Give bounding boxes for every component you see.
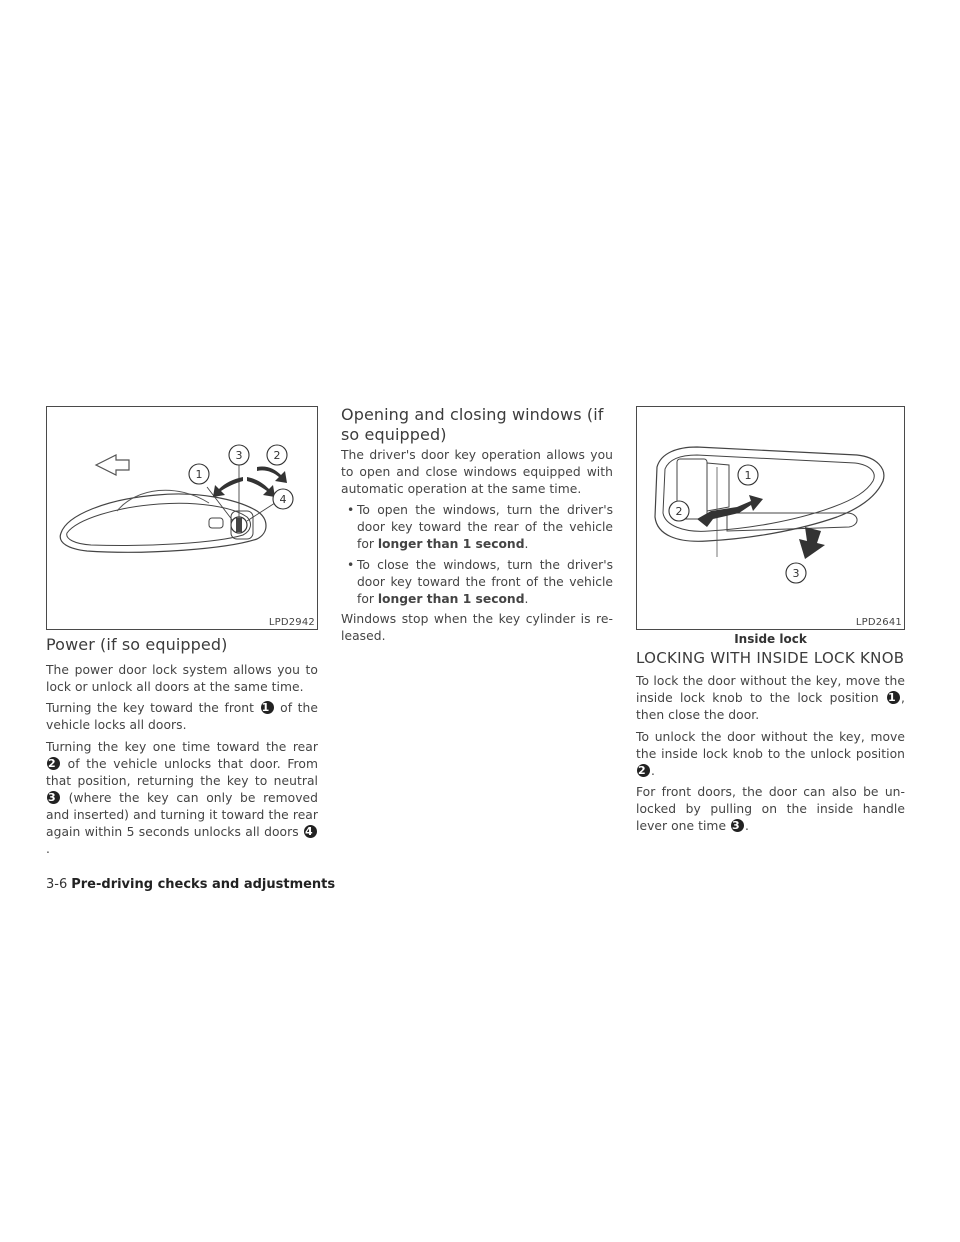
- text: Turning the key one time toward the rear: [46, 740, 318, 754]
- svg-text:1: 1: [195, 468, 203, 481]
- callout-number: 1: [261, 701, 274, 714]
- paragraph-front-doors: [636, 784, 905, 835]
- bullet-dot: •: [347, 558, 355, 572]
- callout-1: [738, 465, 758, 485]
- svg-text:4: 4: [279, 493, 287, 506]
- paragraph-unlock-knob: [636, 729, 905, 780]
- callout-2: [669, 501, 689, 521]
- callout-3: [786, 563, 806, 583]
- section-heading-power: Power (if so equipped): [46, 635, 228, 654]
- callout-number: 4: [304, 825, 317, 838]
- heading-line: Opening and closing windows (if: [341, 405, 604, 424]
- figure-code: LPD2641: [855, 617, 902, 628]
- section-heading-windows: [341, 405, 616, 445]
- front-arrow-icon: [96, 455, 129, 475]
- bullet-open-windows: [347, 502, 613, 553]
- callout-2: [267, 445, 287, 465]
- callout-number: 1: [887, 691, 900, 704]
- pull-lever-arrow-icon: [799, 527, 825, 559]
- callout-number: 2: [637, 764, 650, 777]
- text: .: [651, 764, 655, 778]
- text: .: [524, 592, 529, 606]
- text: To close the windows, turn the driver's door key toward the front of the vehicle for: [357, 558, 613, 606]
- text: , then close the door.: [636, 691, 905, 722]
- svg-text:3: 3: [235, 449, 243, 462]
- svg-text:1: 1: [744, 469, 752, 482]
- callout-4: [273, 489, 293, 509]
- page-number: 3-6: [46, 877, 68, 892]
- svg-text:2: 2: [273, 449, 281, 462]
- figure-inside-lock: [636, 406, 905, 630]
- text: To unlock the door without the key, move the inside lock knob to the unlock position: [636, 730, 905, 761]
- callout-1: [189, 464, 209, 484]
- bullet-dot: •: [347, 503, 355, 517]
- paragraph-power-lock: [46, 700, 318, 734]
- paragraph-power-intro: The power door lock system allows you to lock or unlock all doors at the same time.: [46, 663, 318, 694]
- text: To lock the door without the key, move the inside lock knob to the lock position: [636, 674, 905, 705]
- emphasis: longer than 1 second: [377, 537, 525, 551]
- paragraph-windows-intro: The driver's door key operation allows you to open and close windows equipped with automatic operation at the same time.: [341, 448, 613, 496]
- rotate-arrow-rear-icon: [247, 477, 275, 497]
- bullet-close-windows: [347, 557, 613, 608]
- text: .: [46, 842, 50, 856]
- rotate-arrow-rear-double-icon: [257, 466, 287, 483]
- paragraph-lock-knob: [636, 673, 905, 724]
- text: of the vehicle unlocks that door. From that position, returning the key to neutral: [46, 757, 318, 788]
- emphasis: longer than 1 second: [377, 592, 525, 606]
- rotate-arrow-front-icon: [213, 477, 243, 497]
- inside-lock-illustration: [637, 407, 904, 629]
- callout-3: [229, 445, 249, 465]
- section-heading-inside-lock: LOCKING WITH INSIDE LOCK KNOB: [636, 649, 905, 667]
- text: For front doors, the door can also be un-locked by pulling on the inside handle lever one time: [636, 785, 905, 833]
- figure-caption: Inside lock: [734, 632, 807, 646]
- svg-text:2: 2: [675, 505, 683, 518]
- text: of the vehicle locks all doors.: [46, 701, 318, 732]
- svg-text:3: 3: [792, 567, 800, 580]
- chapter-title: Pre-driving checks and adjustments: [71, 877, 336, 892]
- text: To open the windows, turn the driver's door key toward the rear of the vehicle for: [357, 503, 613, 551]
- text: Turning the key toward the front: [46, 701, 260, 715]
- door-handle-illustration: [47, 407, 317, 629]
- callout-number: 3: [47, 791, 60, 804]
- paragraph-power-unlock: [46, 739, 318, 858]
- page-footer: [46, 877, 335, 892]
- text: .: [524, 537, 529, 551]
- callout-number: 2: [47, 757, 60, 770]
- text: (where the key can only be removed and inserted) and turning it toward the rear again within 5 seconds unlocks all doors: [46, 791, 318, 839]
- figure-code: LPD2942: [268, 617, 315, 628]
- callout-number: 3: [731, 819, 744, 832]
- figure-door-handle-key: [46, 406, 318, 630]
- paragraph-windows-stop: Windows stop when the key cylinder is re-leased.: [341, 612, 613, 643]
- heading-line: so equipped): [341, 425, 447, 444]
- text: .: [745, 819, 749, 833]
